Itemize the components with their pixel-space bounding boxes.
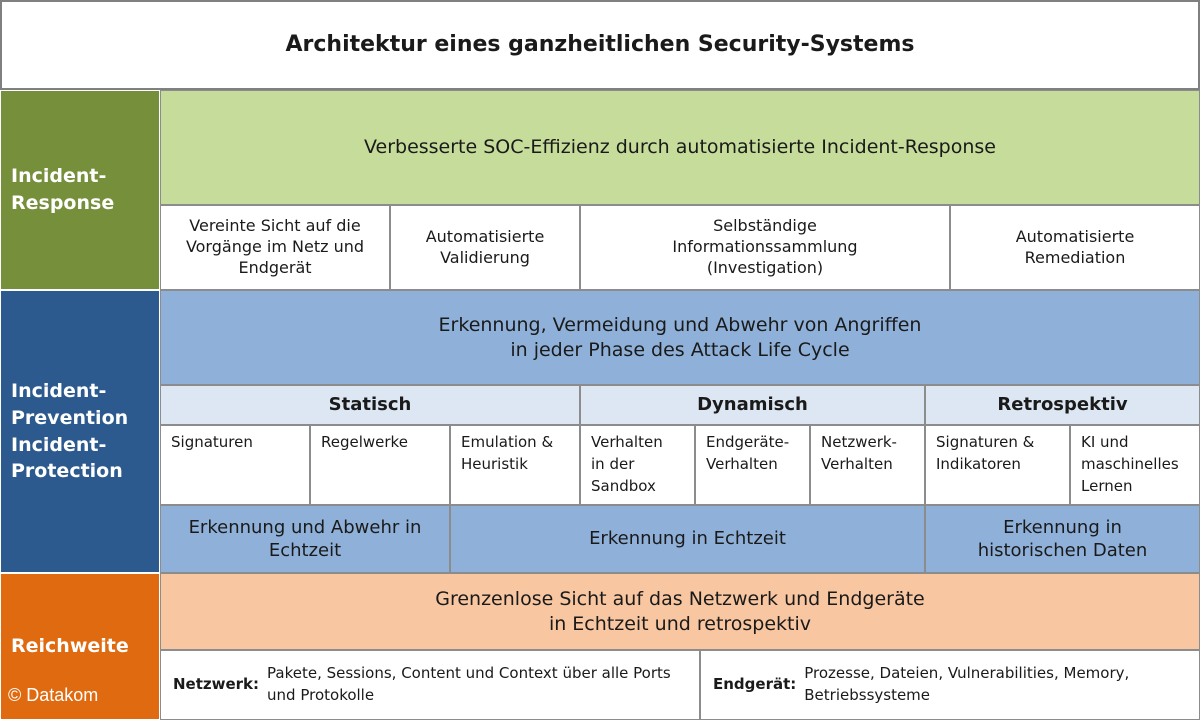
method-emulation-heuristik: Emulation & Heuristik — [450, 425, 580, 505]
ir-cell-investigation: Selbständige Informationssammlung (Investigation) — [580, 205, 950, 290]
reach-endpoint-text: Prozesse, Dateien, Vulnerabilities, Memory, Betriebssysteme — [804, 664, 1130, 704]
incident-response-header: Verbesserte SOC-Effizienz durch automatisierte Incident-Response — [160, 90, 1200, 205]
diagram-title: Architektur eines ganzheitlichen Security-Systems — [0, 0, 1200, 90]
ir-cell-remediation: Automatisierte Remediation — [950, 205, 1200, 290]
incident-response-label: Incident- Response — [0, 90, 160, 290]
method-ki-lernen: KI und maschinelles Lernen — [1070, 425, 1200, 505]
detect-historical: Erkennung in historischen Daten — [925, 505, 1200, 573]
method-regelwerke: Regelwerke — [310, 425, 450, 505]
method-sandbox: Verhalten in der Sandbox — [580, 425, 695, 505]
prevention-header — [160, 290, 1200, 385]
reach-network — [160, 650, 700, 720]
copyright-text: © Datakom — [8, 685, 99, 705]
reach-endpoint — [700, 650, 1200, 720]
method-signaturen-indikatoren: Signaturen & Indikatoren — [925, 425, 1070, 505]
detect-defend-realtime: Erkennung und Abwehr in Echtzeit — [160, 505, 450, 573]
ir-cell-validation: Automatisierte Validierung — [390, 205, 580, 290]
method-netzwerk-verhalten: Netzwerk-Verhalten — [810, 425, 925, 505]
ir-cell-unified-view: Vereinte Sicht auf die Vorgänge im Netz und Endgerät — [160, 205, 390, 290]
method-signaturen: Signaturen — [160, 425, 310, 505]
reichweite-label: Reichweite — [0, 573, 160, 720]
reach-endpoint-label: Endgerät: — [713, 675, 797, 694]
detect-realtime: Erkennung in Echtzeit — [450, 505, 925, 573]
reach-network-label: Netzwerk: — [173, 675, 260, 694]
prevention-header-line1: Erkennung, Vermeidung und Abwehr von Angriffen — [438, 313, 922, 336]
prevention-label: Incident- Prevention Incident- Protection — [0, 290, 160, 573]
category-dynamisch: Dynamisch — [580, 385, 925, 425]
reichweite-header — [160, 573, 1200, 650]
reichweite-header-line1: Grenzenlose Sicht auf das Netzwerk und Endgeräte — [435, 587, 925, 610]
reichweite-header-line2: in Echtzeit und retrospektiv — [548, 612, 812, 635]
category-retrospektiv: Retrospektiv — [925, 385, 1200, 425]
reach-network-text: Pakete, Sessions, Content und Context über alle Ports und Protokolle — [267, 664, 671, 704]
category-statisch: Statisch — [160, 385, 580, 425]
method-endgeraete-verhalten: Endgeräte-Verhalten — [695, 425, 810, 505]
prevention-header-line2: in jeder Phase des Attack Life Cycle — [510, 338, 850, 361]
